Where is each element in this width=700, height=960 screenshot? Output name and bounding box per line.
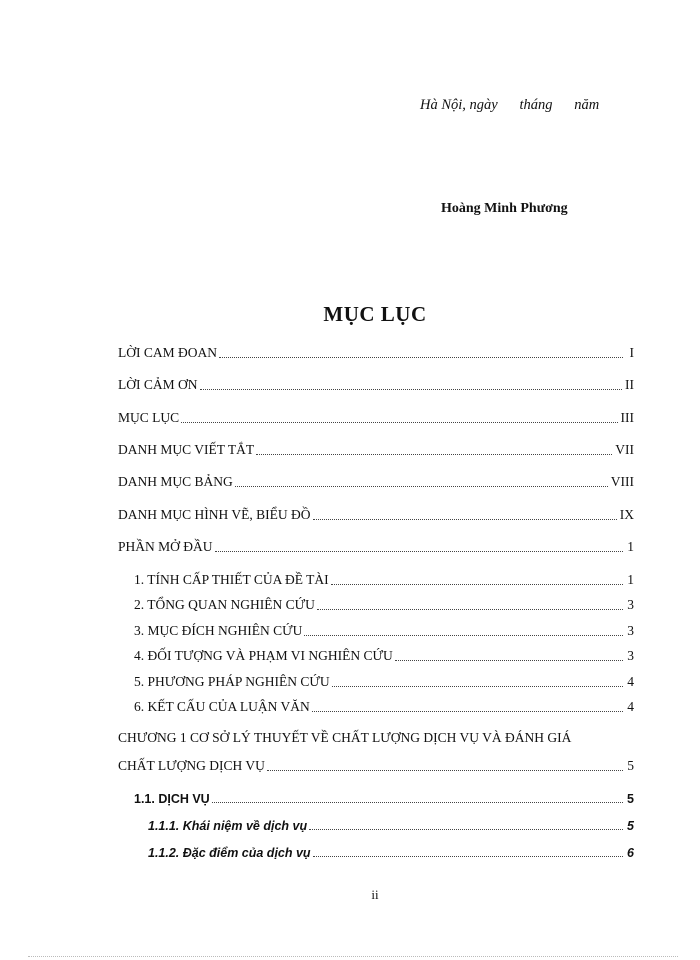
page-bottom-divider xyxy=(28,956,678,957)
toc-page: 4 xyxy=(627,699,634,714)
toc-label: LỜI CAM ĐOAN xyxy=(118,345,217,360)
toc-page: III xyxy=(620,410,634,425)
toc-entry-tinh-cap-thiet[interactable] xyxy=(134,572,634,588)
toc-page: 4 xyxy=(627,674,634,689)
dot-leader xyxy=(256,454,612,455)
toc-label: 1.1.2. Đặc điểm của dịch vụ xyxy=(148,846,311,860)
toc-entry-loi-cam-doan[interactable] xyxy=(118,345,634,361)
toc-entry-danh-muc-bang[interactable] xyxy=(118,474,634,490)
toc-label: 2. TỔNG QUAN NGHIÊN CỨU xyxy=(134,597,315,612)
toc-label: 1.1.1. Khái niệm về dịch vụ xyxy=(148,819,308,833)
dot-leader xyxy=(317,609,623,610)
dot-leader xyxy=(312,711,623,712)
toc-label: 1.1. DỊCH VỤ xyxy=(134,792,210,806)
dot-leader xyxy=(331,584,623,585)
toc-label: LỜI CẢM ƠN xyxy=(118,377,198,392)
date-line: Hà Nội, ngày tháng năm xyxy=(420,97,600,113)
dot-leader xyxy=(313,519,617,520)
toc-chapter-1-title-line1[interactable]: CHƯƠNG 1 CƠ SỞ LÝ THUYẾT VỀ CHẤT LƯỢNG DỊCH VỤ VÀ ĐÁNH GIÁ xyxy=(118,730,572,745)
dot-leader xyxy=(395,660,623,661)
toc-page: 3 xyxy=(627,623,634,638)
page-title: MỤC LỤC xyxy=(323,302,427,326)
dot-leader xyxy=(200,389,623,390)
dot-leader xyxy=(267,770,623,771)
toc-entry-dich-vu[interactable] xyxy=(134,792,634,806)
toc-entry-loi-cam-on[interactable] xyxy=(118,377,634,393)
toc-entry-tong-quan[interactable] xyxy=(134,597,634,613)
toc-page: 6 xyxy=(627,846,634,860)
toc-label: CHẤT LƯỢNG DỊCH VỤ xyxy=(118,758,265,773)
dot-leader xyxy=(212,802,623,803)
toc-label: 5. PHƯƠNG PHÁP NGHIÊN CỨU xyxy=(134,674,330,689)
toc-label: DANH MỤC BẢNG xyxy=(118,474,233,489)
toc-label: MỤC LỤC xyxy=(118,410,180,425)
toc-page: 1 xyxy=(627,572,634,587)
toc-entry-dac-diem-dich-vu[interactable] xyxy=(148,846,634,860)
toc-label: PHẦN MỞ ĐẦU xyxy=(118,539,213,554)
toc-label: DANH MỤC HÌNH VẼ, BIỂU ĐỒ xyxy=(118,507,311,522)
toc-entry-khai-niem-dich-vu[interactable] xyxy=(148,819,634,833)
author-name: Hoàng Minh Phương xyxy=(441,201,568,216)
toc-label: 3. MỤC ĐÍCH NGHIÊN CỨU xyxy=(134,623,303,638)
toc-entry-muc-dich[interactable] xyxy=(134,623,634,639)
toc-entry-danh-muc-hinh-ve[interactable] xyxy=(118,507,634,523)
dot-leader xyxy=(309,829,623,830)
toc-label: 4. ĐỐI TƯỢNG VÀ PHẠM VI NGHIÊN CỨU xyxy=(134,648,393,663)
toc-page: VII xyxy=(615,442,634,457)
toc-page: 3 xyxy=(627,597,634,612)
toc-entry-chuong-1[interactable] xyxy=(118,758,634,774)
dot-leader xyxy=(313,856,623,857)
toc-label: DANH MỤC VIẾT TẮT xyxy=(118,442,255,457)
toc-entry-danh-muc-viet-tat[interactable] xyxy=(118,442,634,458)
toc-entry-phan-mo-dau[interactable] xyxy=(118,539,634,555)
toc-label: 1. TÍNH CẤP THIẾT CỦA ĐỀ TÀI xyxy=(134,572,329,587)
dot-leader xyxy=(235,486,608,487)
toc-page: VIII xyxy=(610,474,634,489)
toc-entry-doi-tuong[interactable] xyxy=(134,648,634,664)
dot-leader xyxy=(215,551,623,552)
toc-page: 5 xyxy=(627,758,634,773)
dot-leader xyxy=(332,686,623,687)
toc-page: 1 xyxy=(627,539,634,554)
toc-page: II xyxy=(625,377,634,392)
toc-page: 5 xyxy=(627,819,634,833)
toc-entry-phuong-phap[interactable] xyxy=(134,674,634,690)
toc-label: 6. KẾT CẤU CỦA LUẬN VĂN xyxy=(134,699,310,714)
dot-leader xyxy=(219,357,623,358)
toc-page: IX xyxy=(619,507,634,522)
toc-entry-ket-cau[interactable] xyxy=(134,699,634,715)
toc-page: 3 xyxy=(627,648,634,663)
toc-page: I xyxy=(629,345,634,360)
toc-page: 5 xyxy=(627,792,634,806)
dot-leader xyxy=(304,635,623,636)
toc-entry-muc-luc[interactable] xyxy=(118,410,634,426)
page-number: ii xyxy=(371,887,379,902)
dot-leader xyxy=(181,422,617,423)
